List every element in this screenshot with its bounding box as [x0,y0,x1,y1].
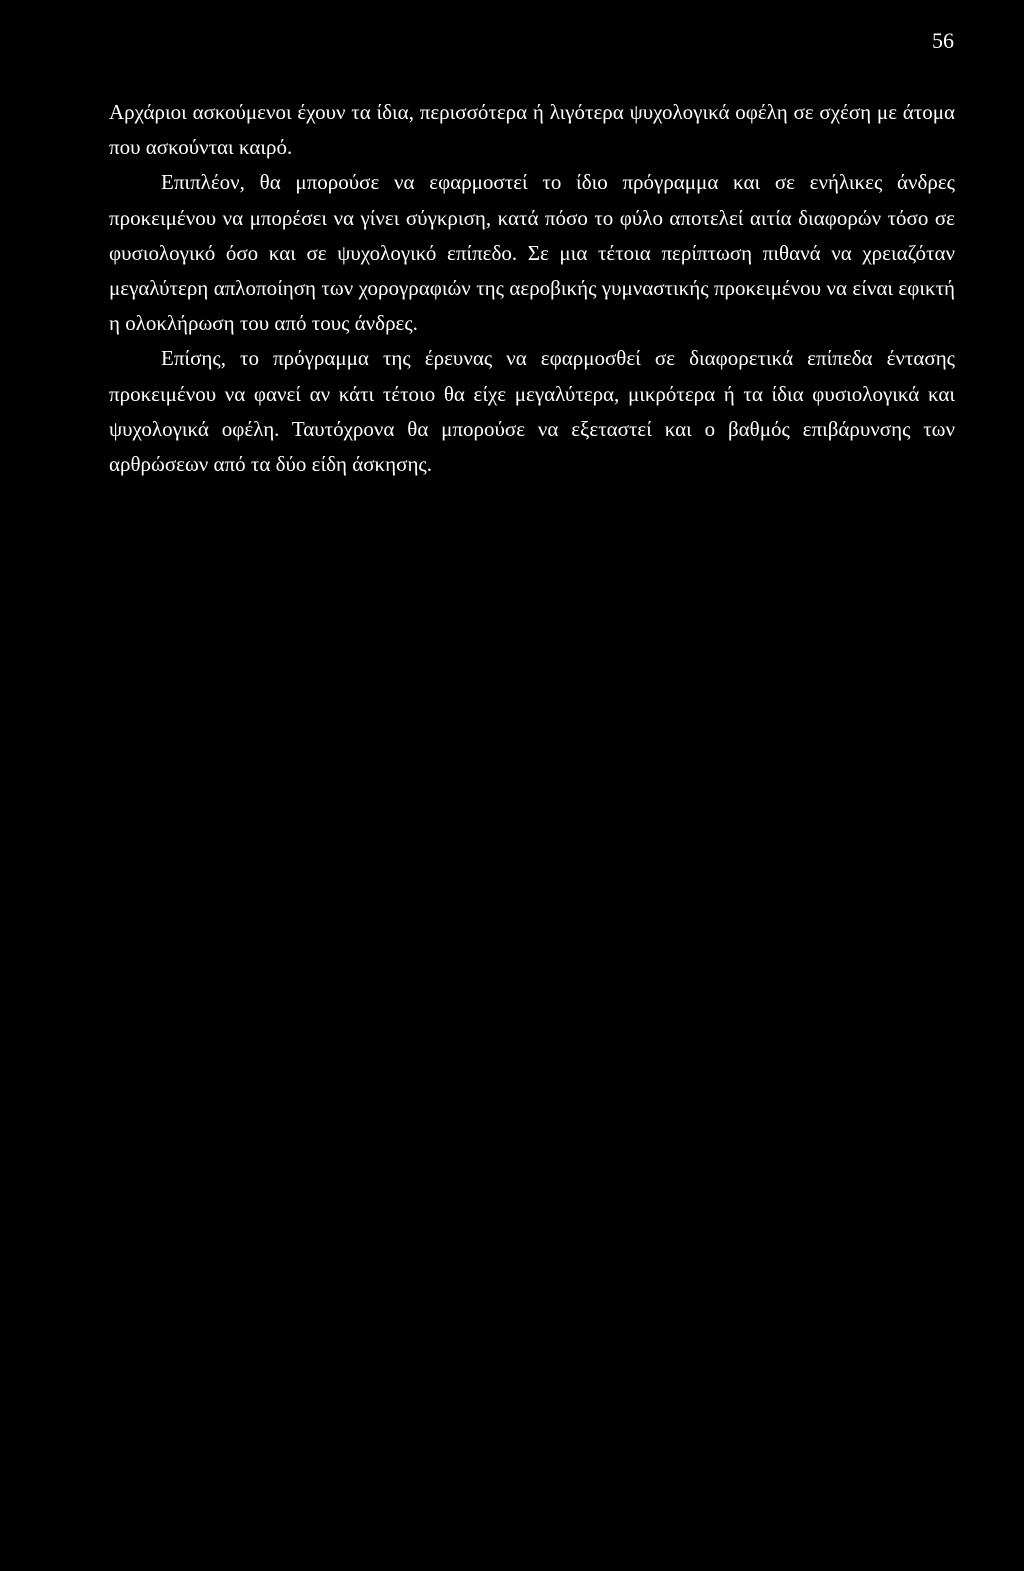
body-text [109,95,955,482]
page-number: 56 [932,28,954,53]
paragraph-2: Επιπλέον, θα μπορούσε να εφαρμοστεί το ίδιο πρόγραμμα και σε ενήλικες άνδρες προκειμένου να μπορέσει να γίνει σύγκριση, κατά πόσο το φύλο αποτελεί αιτία διαφορών τόσο σε φυσιολογικό όσο και σε ψυχολογικό επίπεδο. Σε μια τέτοια περίπτωση πιθανά να χρειαζόταν μεγαλύτερη απλοποίηση των χορογραφιών της αεροβικής γυμναστικής προκειμένου να είναι εφικτή η ολοκλήρωση του από τους άνδρες. [109,170,955,336]
paragraph-3: Επίσης, το πρόγραμμα της έρευνας να εφαρμοσθεί σε διαφορετικά επίπεδα έντασης προκειμένου να φανεί αν κάτι τέτοιο θα είχε μεγαλύτερα, μικρότερα ή τα ίδια φυσιολογικά και ψυχολογικά οφέλη. Ταυτόχρονα θα μπορούσε να εξεταστεί και ο βαθμός επιβάρυνσης των αρθρώσεων από τα δύο είδη άσκησης. [109,346,955,477]
paragraph-1: Αρχάριοι ασκούμενοι έχουν τα ίδια, περισσότερα ή λιγότερα ψυχολογικά οφέλη σε σχέση με άτομα που ασκούνται καιρό. [109,100,955,160]
